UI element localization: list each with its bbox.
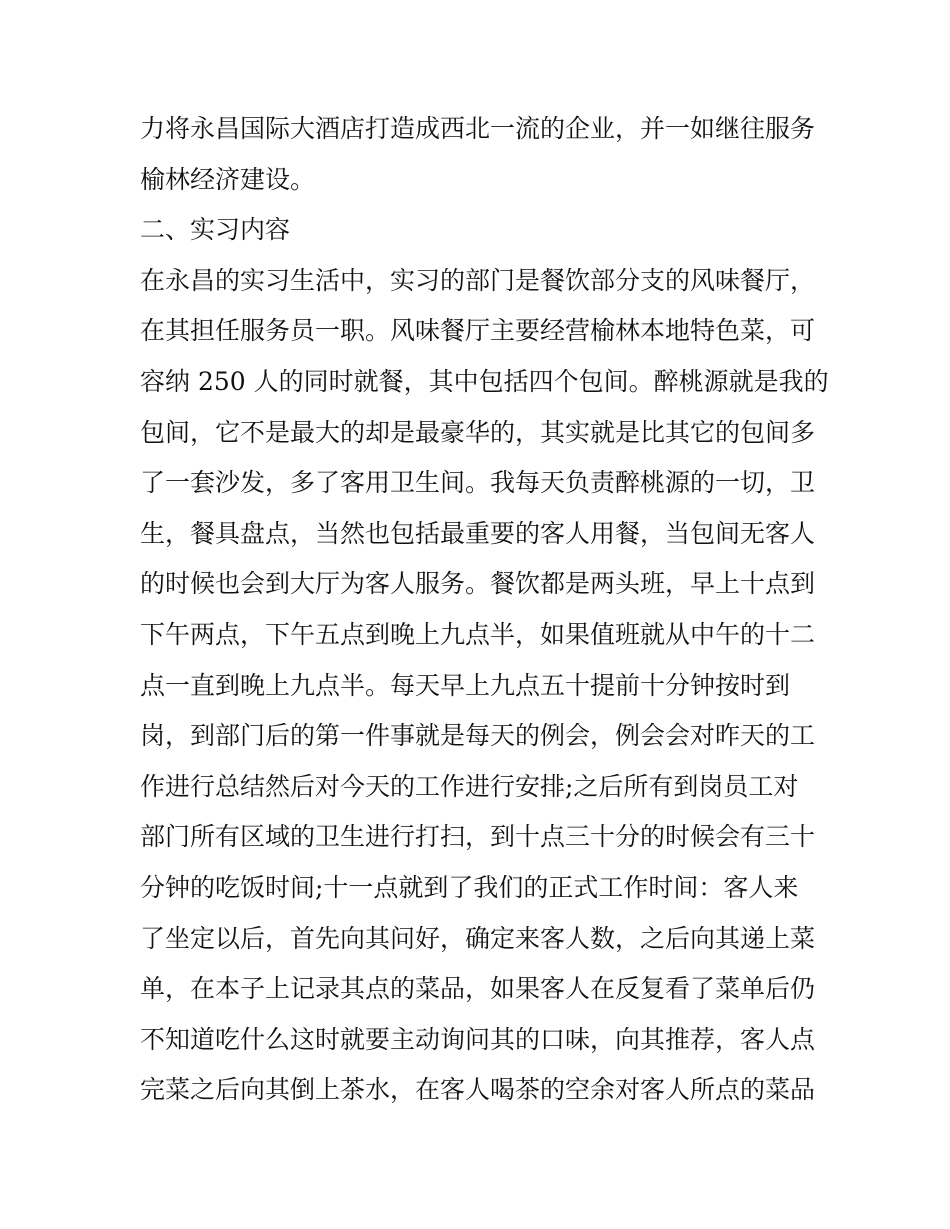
- section-heading: 二、实习内容: [140, 215, 291, 245]
- text-line: 分钟的吃饭时间;十一点就到了我们的正式工作时间：客人来: [140, 872, 799, 902]
- text-line: 岗，到部门后的第一件事就是每天的例会，例会会对昨天的工: [140, 721, 816, 751]
- text-line: 容纳 250 人的同时就餐，其中包括四个包间。醉桃源就是我的: [140, 366, 829, 396]
- text-line: 点一直到晚上九点半。每天早上九点五十提前十分钟按时到: [140, 670, 791, 700]
- text-line: 榆林经济建设。: [140, 164, 316, 194]
- text-line: 了一套沙发，多了客用卫生间。我每天负责醉桃源的一切，卫: [140, 468, 816, 498]
- text-line: 力将永昌国际大酒店打造成西北一流的企业，并一如继往服务: [140, 114, 816, 143]
- text-line: 了坐定以后，首先向其问好，确定来客人数，之后向其递上菜: [140, 923, 816, 953]
- text-line: 不知道吃什么这时就要主动询问其的口味，向其推荐，客人点: [140, 1024, 816, 1054]
- body-text: [140, 104, 829, 1116]
- text-line: 部门所有区域的卫生进行打扫，到十点三十分的时候会有三十: [140, 822, 816, 852]
- text-line: 完菜之后向其倒上茶水，在客人喝茶的空余对客人所点的菜品: [140, 1075, 816, 1105]
- text-line: 单，在本子上记录其点的菜品，如果客人在反复看了菜单后仍: [140, 974, 816, 1004]
- text-line: 的时候也会到大厅为客人服务。餐饮都是两头班，早上十点到: [140, 569, 816, 599]
- text-line: 作进行总结然后对今天的工作进行安排;之后所有到岗员工对: [140, 771, 799, 801]
- text-line: 包间，它不是最大的却是最豪华的，其实就是比其它的包间多: [140, 417, 816, 447]
- text-line: 在永昌的实习生活中，实习的部门是餐饮部分支的风味餐厅，: [140, 265, 816, 295]
- text-line: 在其担任服务员一职。风味餐厅主要经营榆林本地特色菜，可: [140, 316, 816, 346]
- text-line: 下午两点，下午五点到晚上九点半，如果值班就从中午的十二: [140, 619, 816, 649]
- text-line: 生，餐具盘点，当然也包括最重要的客人用餐，当包间无客人: [140, 518, 816, 548]
